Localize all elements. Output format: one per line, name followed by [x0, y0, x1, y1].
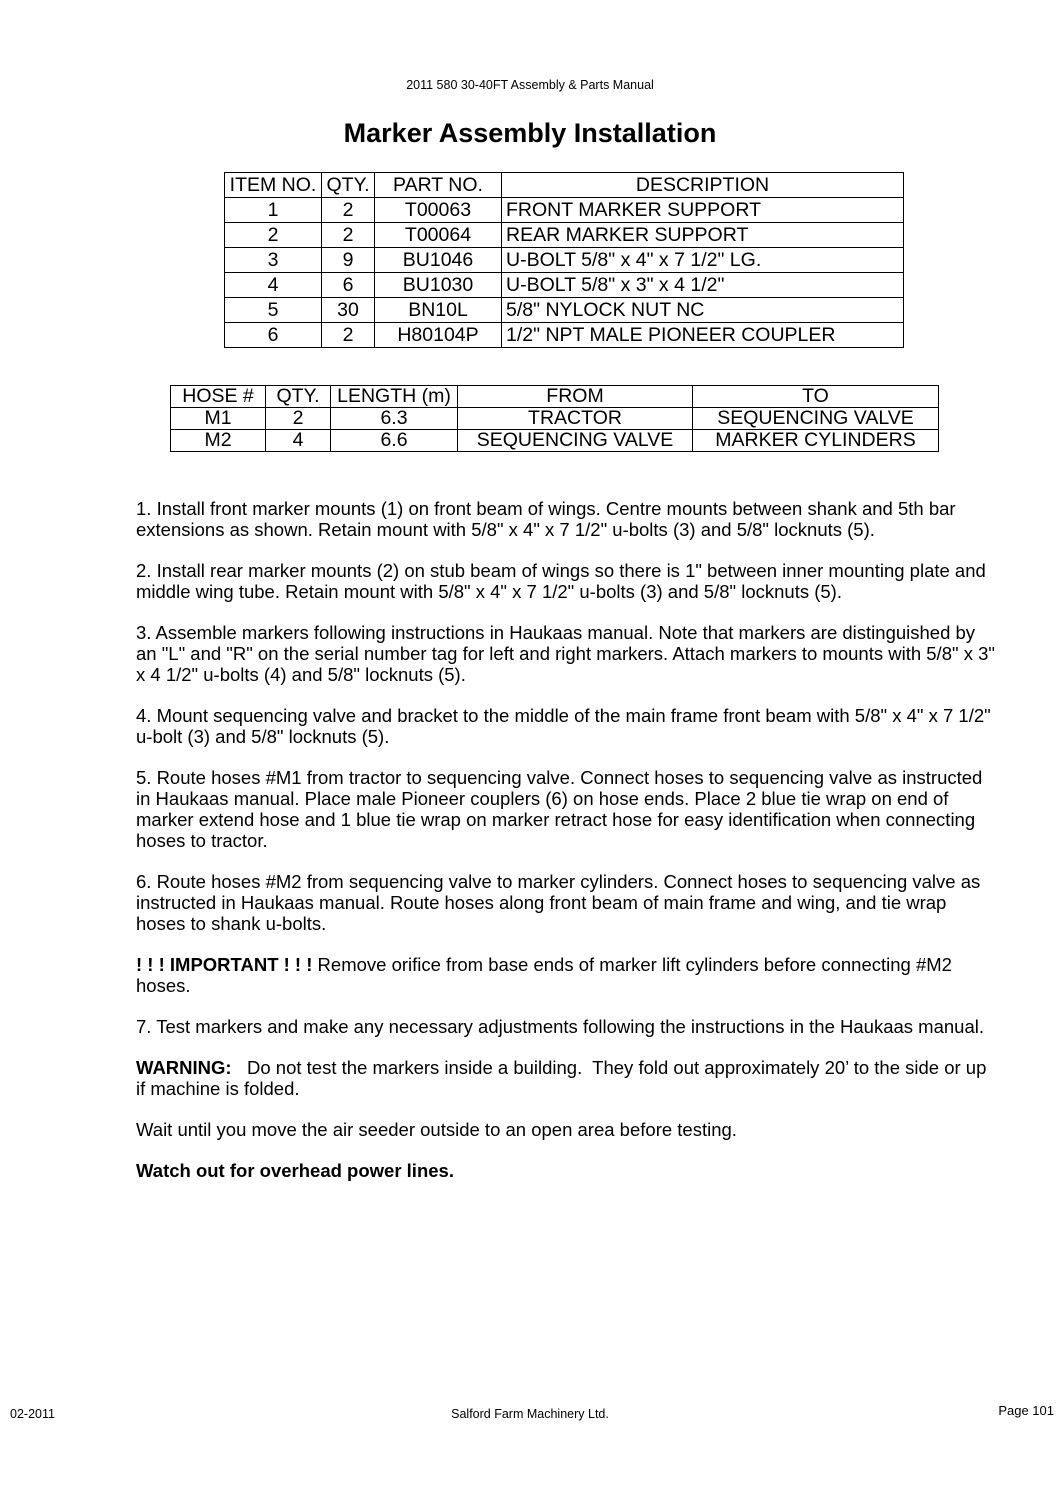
page-header: 2011 580 30-40FT Assembly & Parts Manual: [406, 78, 654, 92]
description-cell: 1/2" NPT MALE PIONEER COUPLER: [502, 323, 904, 348]
description-cell: FRONT MARKER SUPPORT: [502, 198, 904, 223]
instruction-step-1: 1. Install front marker mounts (1) on front beam of wings. Centre mounts between shank and 5th bar extensions as shown. Retain mount with 5/8" x 4" x 7 1/2" u-bolts (3) and 5/8" locknuts (5).: [136, 498, 956, 540]
column-header-from: FROM: [458, 386, 693, 408]
instruction-step-2: 2. Install rear marker mounts (2) on stub beam of wings so there is 1" between inner mounting plate and middle wing tube. Retain mount with 5/8" x 4" x 7 1/2" u-bolts (3) and 5/8" locknuts (5).: [136, 560, 986, 602]
table-row: [225, 223, 904, 248]
table-row: [225, 323, 904, 348]
item-no-cell: 4: [225, 273, 322, 298]
footer-date: 02-2011: [10, 1407, 55, 1421]
footer-company: Salford Farm Machinery Ltd.: [451, 1407, 609, 1421]
qty-cell: 2: [322, 223, 375, 248]
item-no-cell: 3: [225, 248, 322, 273]
length-cell: 6.3: [331, 408, 458, 430]
warning-text: Do not test the markers inside a building. They fold out approximately 20’ to the side or up if machine is folded.: [136, 1057, 992, 1099]
part-no-cell: T00063: [375, 198, 502, 223]
length-cell: 6.6: [331, 430, 458, 452]
item-no-cell: 1: [225, 198, 322, 223]
column-header-qty: QTY.: [266, 386, 331, 408]
power-lines-warning: Watch out for overhead power lines.: [136, 1160, 454, 1181]
qty-cell: 6: [322, 273, 375, 298]
instruction-step-6: 6. Route hoses #M2 from sequencing valve to marker cylinders. Connect hoses to sequencing valve as instructed in Haukaas manual. Route hoses along front beam of main frame and wing, and tie wrap hoses to shank u-bolts.: [136, 871, 981, 934]
qty-cell: 2: [322, 198, 375, 223]
column-header-item-no: ITEM NO.: [225, 173, 322, 198]
warning-label: WARNING:: [136, 1057, 232, 1078]
instructions: [136, 498, 996, 1201]
important-note: [136, 954, 996, 996]
to-cell: SEQUENCING VALVE: [693, 408, 939, 430]
part-no-cell: BU1030: [375, 273, 502, 298]
table-row: [225, 198, 904, 223]
part-no-cell: T00064: [375, 223, 502, 248]
column-header-to: TO: [693, 386, 939, 408]
qty-cell: 4: [266, 430, 331, 452]
column-header-hose-no: HOSE #: [171, 386, 266, 408]
table-row: [171, 408, 939, 430]
part-no-cell: BU1046: [375, 248, 502, 273]
description-cell: U-BOLT 5/8" x 3" x 4 1/2": [502, 273, 904, 298]
important-label: ! ! ! IMPORTANT ! ! !: [136, 954, 313, 975]
table-row: [225, 248, 904, 273]
item-no-cell: 5: [225, 298, 322, 323]
page-number: Page 101: [998, 1403, 1054, 1418]
hose-table-header-row: [171, 386, 939, 408]
from-cell: SEQUENCING VALVE: [458, 430, 693, 452]
wait-note: Wait until you move the air seeder outside to an open area before testing.: [136, 1119, 737, 1140]
column-header-description: DESCRIPTION: [502, 173, 904, 198]
hose-no-cell: M1: [171, 408, 266, 430]
instruction-step-4: 4. Mount sequencing valve and bracket to the middle of the main frame front beam with 5/8" x 4" x 7 1/2" u-bolt (3) and 5/8" locknuts (5).: [136, 705, 991, 747]
instruction-step-3: 3. Assemble markers following instructions in Haukaas manual. Note that markers are distinguished by an "L" and "R" on the serial number tag for left and right markers. Attach markers to mounts with 5/8" x 3" x 4 1/2" u-bolts (4) and 5/8" locknuts (5).: [136, 622, 995, 685]
instruction-step-5: 5. Route hoses #M1 from tractor to sequencing valve. Connect hoses to sequencing valve as instructed in Haukaas manual. Place male Pioneer couplers (6) on hose ends. Place 2 blue tie wrap on end of marker extend hose and 1 blue tie wrap on marker retract hose for easy identification when connecting hoses to tractor.: [136, 767, 983, 851]
description-cell: U-BOLT 5/8" x 4" x 7 1/2" LG.: [502, 248, 904, 273]
part-no-cell: H80104P: [375, 323, 502, 348]
item-no-cell: 2: [225, 223, 322, 248]
table-row: [171, 430, 939, 452]
column-header-part-no: PART NO.: [375, 173, 502, 198]
qty-cell: 2: [322, 323, 375, 348]
table-row: [225, 273, 904, 298]
important-text: Remove orifice from base ends of marker lift cylinders before connecting #M2 hoses.: [136, 954, 952, 996]
to-cell: MARKER CYLINDERS: [693, 430, 939, 452]
item-no-cell: 6: [225, 323, 322, 348]
qty-cell: 2: [266, 408, 331, 430]
column-header-length: LENGTH (m): [331, 386, 458, 408]
page-title: Marker Assembly Installation: [343, 118, 717, 148]
part-no-cell: BN10L: [375, 298, 502, 323]
parts-table-header-row: [225, 173, 904, 198]
column-header-qty: QTY.: [322, 173, 375, 198]
warning-note: [136, 1057, 996, 1099]
hose-table: [170, 385, 939, 452]
description-cell: 5/8" NYLOCK NUT NC: [502, 298, 904, 323]
qty-cell: 9: [322, 248, 375, 273]
parts-table: [224, 172, 904, 348]
table-row: [225, 298, 904, 323]
hose-no-cell: M2: [171, 430, 266, 452]
qty-cell: 30: [322, 298, 375, 323]
from-cell: TRACTOR: [458, 408, 693, 430]
description-cell: REAR MARKER SUPPORT: [502, 223, 904, 248]
instruction-step-7: 7. Test markers and make any necessary adjustments following the instructions in the Haukaas manual.: [136, 1016, 985, 1037]
